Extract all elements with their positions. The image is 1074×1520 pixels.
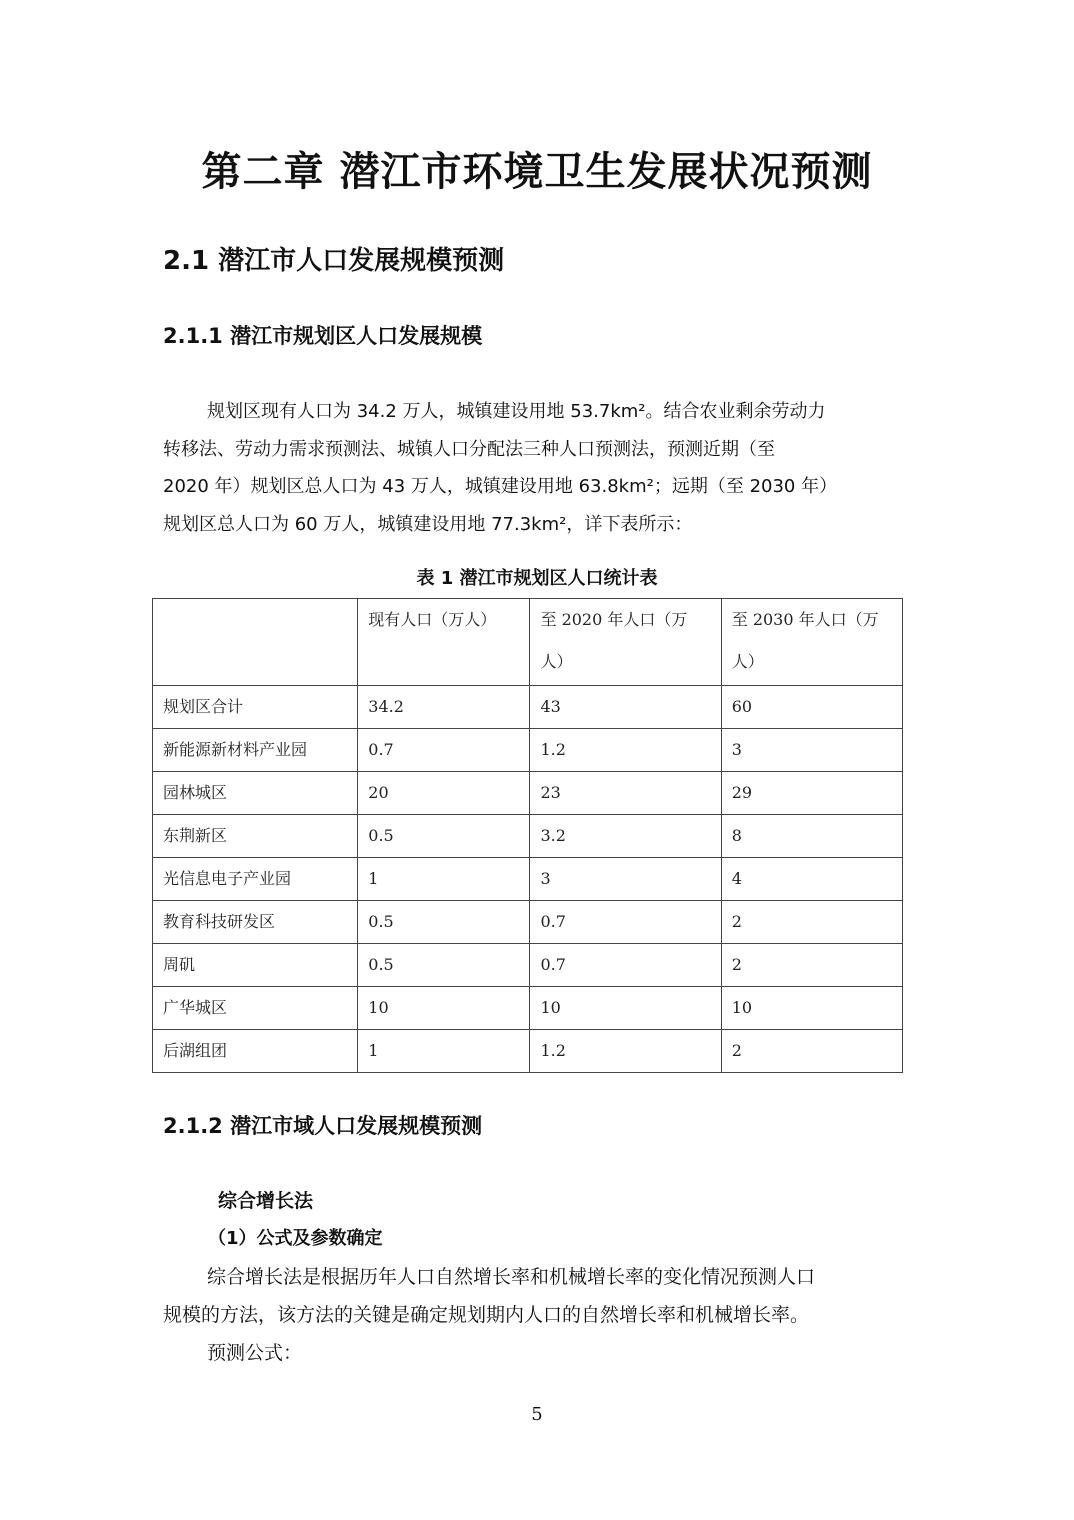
table-cell: 0.5 [358,901,530,944]
row-label-cell: 东荆新区 [153,815,358,858]
table-cell: 1 [358,1030,530,1073]
table-row [153,772,903,815]
table-row [153,729,903,772]
row-label-cell: 园林城区 [153,772,358,815]
table-row [153,1030,903,1073]
table-header-cell: 至 2030 年人口（万人） [721,599,902,686]
table-cell: 23 [530,772,721,815]
table-cell: 10 [530,987,721,1030]
table-cell: 10 [721,987,902,1030]
method-title: 综合增长法 [218,1190,314,1212]
table-header-cell: 现有人口（万人） [358,599,530,686]
paragraph-line: 2020 年）规划区总人口为 43 万人，城镇建设用地 63.8km²；远期（至 2030 年） [163,476,838,497]
method-subtitle: （1）公式及参数确定 [208,1228,383,1249]
table-cell: 2 [721,944,902,987]
table-cell: 8 [721,815,902,858]
table-cell: 60 [721,686,902,729]
table-row [153,858,903,901]
table-header-cell [153,599,358,686]
table-row [153,944,903,987]
table-cell: 34.2 [358,686,530,729]
row-label-cell: 教育科技研发区 [153,901,358,944]
row-label-cell: 新能源新材料产业园 [153,729,358,772]
table-cell: 3 [721,729,902,772]
row-label-cell: 广华城区 [153,987,358,1030]
table-cell: 0.7 [530,944,721,987]
table-cell: 1 [358,858,530,901]
method-paragraph [163,1258,915,1372]
chapter-title: 第二章 潜江市环境卫生发展状况预测 [201,149,873,195]
table-cell: 0.5 [358,944,530,987]
table-row [153,901,903,944]
section-heading-2-1: 2.1 潜江市人口发展规模预测 [163,246,505,276]
table-cell: 3.2 [530,815,721,858]
paragraph-line: 规模的方法，该方法的关键是确定规划期内人口的自然增长率和机械增长率。 [163,1304,810,1326]
row-label-cell: 规划区合计 [153,686,358,729]
table-caption: 表 1 潜江市规划区人口统计表 [416,568,658,589]
section-heading-2-1-2: 2.1.2 潜江市域人口发展规模预测 [163,1114,483,1138]
paragraph-line: 规划区现有人口为 34.2 万人，城镇建设用地 53.7km²。结合农业剩余劳动力 [207,401,826,422]
paragraph-line: 转移法、劳动力需求预测法、城镇人口分配法三种人口预测法，预测近期（至 [163,438,775,460]
paragraph-line: 综合增长法是根据历年人口自然增长率和机械增长率的变化情况预测人口 [207,1266,816,1288]
table-header-row [153,599,903,686]
table-row [153,686,903,729]
table-cell: 0.7 [358,729,530,772]
table-cell: 0.7 [530,901,721,944]
table-row [153,987,903,1030]
intro-paragraph [163,393,915,543]
paragraph-line: 预测公式： [207,1342,303,1364]
table-cell: 0.5 [358,815,530,858]
table-cell: 20 [358,772,530,815]
table-cell: 10 [358,987,530,1030]
table-header-cell: 至 2020 年人口（万人） [530,599,721,686]
table-row [153,815,903,858]
row-label-cell: 周矶 [153,944,358,987]
table-cell: 4 [721,858,902,901]
table-cell: 2 [721,901,902,944]
population-table [152,598,903,1073]
table-cell: 29 [721,772,902,815]
table-cell: 3 [530,858,721,901]
paragraph-line: 规划区总人口为 60 万人，城镇建设用地 77.3km²，详下表所示： [163,513,693,535]
table-cell: 2 [721,1030,902,1073]
row-label-cell: 光信息电子产业园 [153,858,358,901]
table-body [153,686,903,1073]
table-cell: 1.2 [530,1030,721,1073]
section-heading-2-1-1: 2.1.1 潜江市规划区人口发展规模 [163,324,483,348]
page-number: 5 [531,1404,543,1425]
row-label-cell: 后湖组团 [153,1030,358,1073]
table-cell: 43 [530,686,721,729]
table-cell: 1.2 [530,729,721,772]
